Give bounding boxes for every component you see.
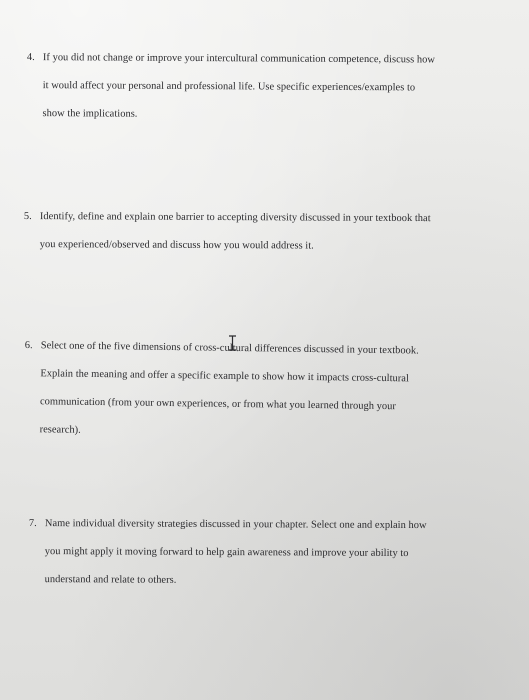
question-text-line: understand and relate to others. [44, 574, 177, 586]
question-text-line: show the implications. [42, 108, 138, 120]
question-6 [23, 332, 419, 449]
question-number: 5. [23, 210, 32, 223]
question-text-line: Identify, define and explain one barrier to accepting diversity discussed in your textbook that [39, 211, 431, 225]
question-text-line: you might apply it moving forward to help gain awareness and improve your ability to [44, 546, 409, 559]
question-text-line: you experienced/observed and discuss how you would address it. [39, 239, 314, 252]
question-text-line: research). [39, 424, 81, 436]
question-number: 7. [28, 517, 37, 530]
question-4 [26, 44, 434, 130]
question-text-line: Name individual diversity strategies discussed in your chapter. Select one and explain how [44, 518, 427, 532]
question-text-line: If you did not change or improve your intercultural communication competence, discuss how [42, 52, 435, 66]
question-text-line: Select one of the five dimensions of cross-cultural differences discussed in your textbook. [40, 340, 419, 357]
question-text-line: Explain the meaning and offer a specific example to show how it impacts cross-cultural [40, 368, 410, 385]
text-cursor-icon [228, 335, 237, 351]
question-text-line: communication (from your own experiences, or from what you learned through your [39, 396, 397, 413]
question-5 [24, 203, 431, 261]
question-7 [29, 510, 427, 596]
question-number: 6. [24, 339, 33, 352]
question-number: 4. [26, 51, 35, 64]
question-text-line: it would affect your personal and professional life. Use specific experiences/examples to [42, 80, 416, 94]
